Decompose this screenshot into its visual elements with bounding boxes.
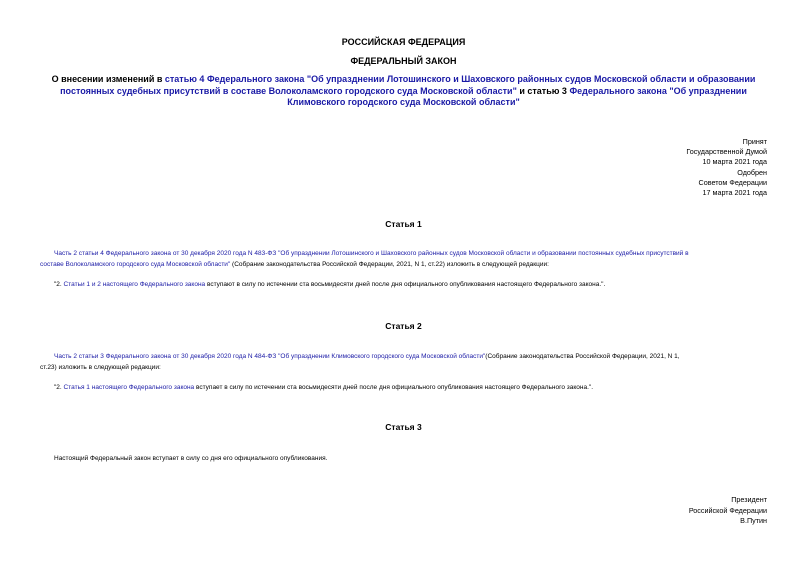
article-1-link-cont[interactable]: составе Волоколамского городского суда Московской области" xyxy=(40,261,231,268)
title-link-article-4-cont[interactable]: постоянных судебных присутствий в составе Волоколамского городского суда Московской области" xyxy=(60,85,517,96)
article-2-heading: Статья 2 xyxy=(385,321,422,331)
article-2-quote-text: вступает в силу по истечении ста восьмидесяти дней после дня официального опубликования настоящего Федерального закона.". xyxy=(194,384,593,391)
law-title xyxy=(40,74,767,109)
signature-title: Президент xyxy=(731,495,767,504)
title-prefix: О внесении изменений в xyxy=(51,74,165,84)
article-2-paragraph-2 xyxy=(40,382,770,393)
signature-org: Российской Федерации xyxy=(688,505,767,515)
article-1-text: (Собрание законодательства Российской Федерации, 2021, N 1, ст.22) изложить в следующей редакции: xyxy=(230,261,549,268)
article-2-quote-start: "2. xyxy=(54,384,64,391)
article-2-text-cont: ст.23) изложить в следующей редакции: xyxy=(40,364,161,371)
article-2-paragraph-1 xyxy=(40,351,770,373)
article-1-link[interactable]: Часть 2 статьи 4 Федерального закона от 30 декабря 2020 года N 483-ФЗ "Об упразднении Лотошинского и Шаховского районных судов Московской области и образовании постоянных судебных присутствий в xyxy=(54,250,689,257)
country-heading: РОССИЙСКАЯ ФЕДЕРАЦИЯ xyxy=(341,37,466,47)
adoption-block xyxy=(567,137,767,198)
doc-type-heading: ФЕДЕРАЛЬНЫЙ ЗАКОН xyxy=(350,56,457,66)
title-mid: и статью 3 xyxy=(516,85,570,96)
title-link-article-3[interactable]: Федерального закона "Об упразднении xyxy=(569,85,747,96)
signature-block xyxy=(567,495,767,527)
article-1-heading: Статья 1 xyxy=(385,219,422,229)
adopted-date: 10 марта 2021 года xyxy=(702,157,767,167)
adopted-by: Государственной Думой xyxy=(686,147,767,157)
article-1-quote-start: "2. xyxy=(54,281,64,288)
article-1-paragraph-2 xyxy=(40,279,770,290)
title-link-article-3-cont[interactable]: Климовского городского суда Московской области" xyxy=(287,97,520,107)
article-2-quote-link[interactable]: Статья 1 настоящего Федерального закона xyxy=(63,384,195,391)
signature-name: В.Путин xyxy=(740,516,767,525)
adopted-label: Принят xyxy=(742,137,767,146)
article-1-quote-text: вступают в силу по истечении ста восьмидесяти дней после дня официального опубликования настоящего Федерального закона.". xyxy=(205,281,606,288)
approved-by: Советом Федерации xyxy=(698,177,767,187)
article-2-link[interactable]: Часть 2 статьи 3 Федерального закона от 30 декабря 2020 года N 484-ФЗ "Об упразднении Климовского городского суда Московской области" xyxy=(54,353,486,360)
article-3-heading: Статья 3 xyxy=(385,422,422,432)
approved-label: Одобрен xyxy=(737,167,767,177)
article-1-quote-link[interactable]: Статьи 1 и 2 настоящего Федерального закона xyxy=(63,281,206,288)
article-3-paragraph-1: Настоящий Федеральный закон вступает в силу со дня его официального опубликования. xyxy=(54,455,328,462)
approved-date: 17 марта 2021 года xyxy=(702,188,767,198)
article-2-text: (Собрание законодательства Российской Федерации, 2021, N 1, xyxy=(485,353,680,360)
title-link-article-4[interactable]: статью 4 Федерального закона "Об упразднении Лотошинского и Шаховского районных судов Московской области и образовании xyxy=(164,74,756,84)
article-1-paragraph-1 xyxy=(40,248,770,270)
